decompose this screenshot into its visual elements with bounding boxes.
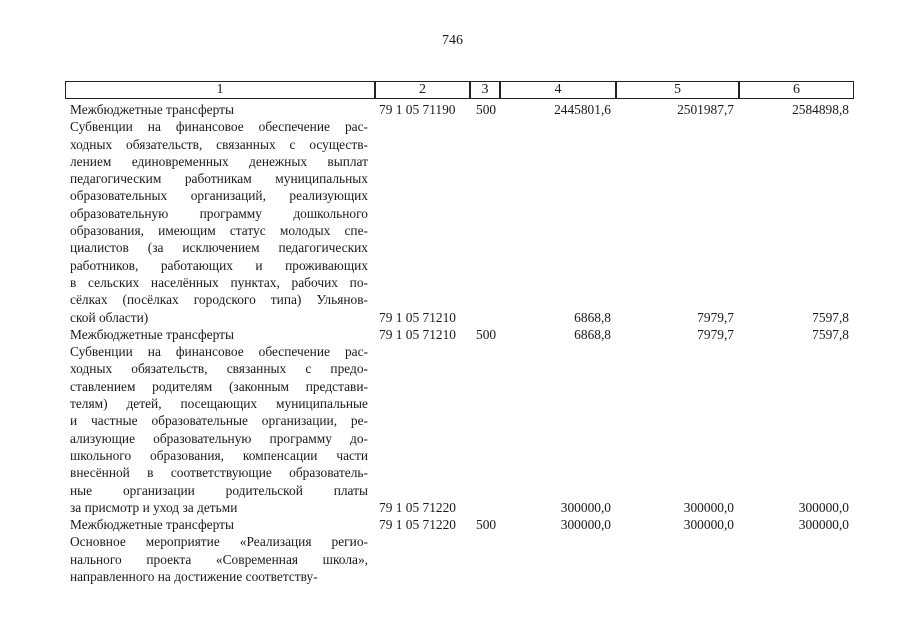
description-line: школьного образования, компенсации части [70, 447, 368, 463]
table-row [0, 516, 905, 533]
value-col-4: 6868,8 [574, 326, 611, 342]
code-cell: 79 1 05 71210 [379, 326, 456, 342]
description-line: циалистов (за исключением педагогических [70, 240, 368, 256]
code-cell: 79 1 05 71190 [379, 102, 456, 117]
table-row [0, 101, 905, 118]
description-line: Субвенции на финансовое обеспечение рас- [70, 119, 368, 135]
value-col-4: 6868,8 [574, 309, 611, 325]
description-line: лением единовременных денежных выплат [70, 153, 368, 169]
code-cell: 79 1 05 71210 [379, 309, 456, 325]
value-col-6: 2584898,8 [792, 102, 849, 117]
description-line: образовательных организаций, реализующих [70, 188, 368, 204]
description-line: направленного на достижение соответству- [70, 569, 318, 585]
description-line: Межбюджетные трансферты [70, 326, 234, 342]
value-col-5: 7979,7 [697, 326, 734, 342]
header-col-6: 6 [739, 81, 854, 99]
description-line: Основное мероприятие «Реализация регио- [70, 534, 368, 550]
group-cell: 500 [476, 517, 497, 533]
table-row [0, 118, 905, 326]
description-line: Межбюджетные трансферты [70, 517, 234, 533]
description-line: ные организации родительской платы [70, 482, 368, 498]
header-col-4: 4 [500, 81, 616, 99]
header-col-1: 1 [65, 81, 375, 99]
description-line: и частные образовательные организации, ре- [70, 413, 368, 429]
description-line: в сельских населённых пунктах, рабочих по- [70, 274, 368, 290]
value-col-5: 2501987,7 [677, 102, 734, 117]
description-line: педагогическим работникам муниципальных [70, 171, 368, 187]
description-line: за присмотр и уход за детьми [70, 499, 238, 515]
description-line: ходных обязательств, связанных с осуществ- [70, 136, 368, 152]
table-body [0, 101, 905, 585]
value-col-4: 2445801,6 [554, 102, 611, 117]
table-row [0, 533, 905, 585]
header-col-5: 5 [616, 81, 739, 99]
group-cell: 500 [476, 326, 497, 342]
description-line: сёлках (посёлках городского типа) Ульянов- [70, 292, 368, 308]
group-cell: 500 [476, 102, 497, 117]
header-col-3: 3 [470, 81, 500, 99]
description-line: нального проекта «Современная школа», [70, 551, 368, 567]
page-number: 746 [442, 33, 463, 48]
description-line: ставлением родителям (законным представи- [70, 378, 368, 394]
description-line: Субвенции на финансовое обеспечение рас- [70, 344, 368, 360]
description-line: Межбюджетные трансферты [70, 102, 234, 117]
table-row [0, 343, 905, 516]
value-col-5: 7979,7 [697, 309, 734, 325]
value-col-4: 300000,0 [560, 517, 611, 533]
value-col-6: 7597,8 [812, 309, 849, 325]
header-col-2: 2 [375, 81, 470, 99]
value-col-5: 300000,0 [683, 517, 734, 533]
code-cell: 79 1 05 71220 [379, 517, 456, 533]
description-line: телям) детей, посещающих муниципальные [70, 396, 368, 412]
description-line: внесённой в соответствующие образователь- [70, 465, 368, 481]
value-col-6: 300000,0 [798, 499, 849, 515]
description-line: работников, работающих и проживающих [70, 257, 368, 273]
description-line: образовательную программу дошкольного [70, 205, 368, 221]
description-line: ходных обязательств, связанных с предо- [70, 361, 368, 377]
description-line: образования, имеющим статус молодых спе- [70, 223, 368, 239]
value-col-6: 300000,0 [798, 517, 849, 533]
value-col-5: 300000,0 [683, 499, 734, 515]
code-cell: 79 1 05 71220 [379, 499, 456, 515]
description-line: ской области) [70, 309, 149, 325]
value-col-4: 300000,0 [560, 499, 611, 515]
description-line: ализующие образовательную программу до- [70, 430, 368, 446]
table-row [0, 326, 905, 343]
value-col-6: 7597,8 [812, 326, 849, 342]
